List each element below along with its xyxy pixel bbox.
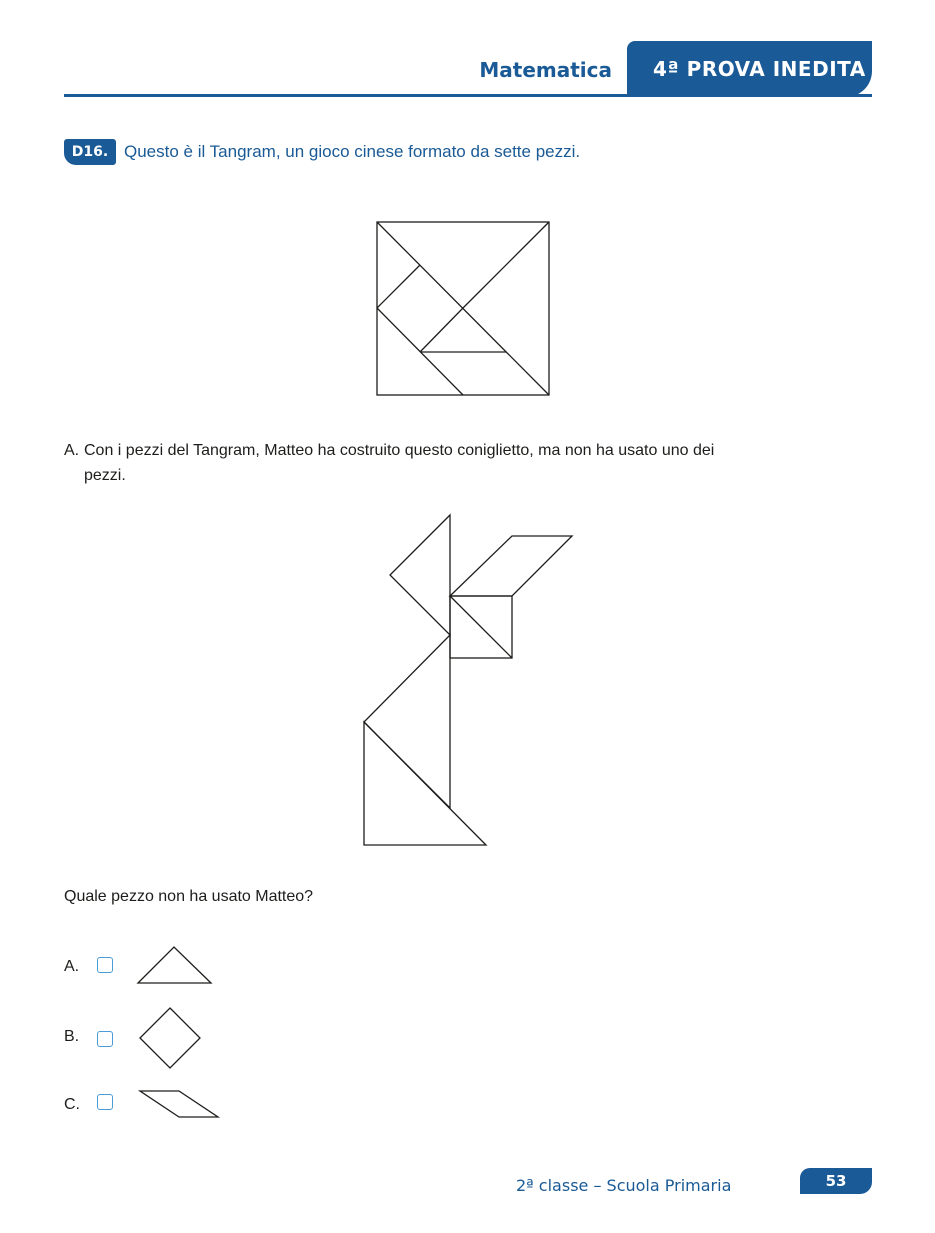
question-text: Questo è il Tangram, un gioco cinese formato da sette pezzi. [124,142,581,161]
bunny-parallelogram [450,536,572,596]
option-c-parallelogram-shape [139,1089,221,1119]
bunny-base-triangle [364,722,486,845]
option-b-checkbox[interactable] [97,1031,113,1047]
tangram-square-edge-1 [377,265,420,308]
test-label: 4ª PROVA INEDITA [653,57,866,81]
bunny-ear-triangle [390,515,450,635]
bunny-body-triangle [364,635,450,808]
subject-title: Matematica [479,58,612,82]
header-divider [64,94,872,97]
option-a-label: A. [64,958,80,975]
part-a-label: A. [64,442,80,459]
question-prompt: Quale pezzo non ha usato Matteo? [64,888,314,905]
tangram-half-diagonal [463,222,549,308]
option-b-square-shape [138,1006,202,1070]
option-a-checkbox[interactable] [97,957,113,973]
option-c-checkbox[interactable] [97,1094,113,1110]
option-a-triangle-shape [137,945,213,985]
tangram-square-figure [376,221,551,397]
page-number-badge: 53 [800,1168,872,1194]
option-b-label: B. [64,1028,80,1045]
part-a-text [64,438,884,488]
part-a-line1: Con i pezzi del Tangram, Matteo ha costruito questo coniglietto, ma non ha usato uno dei [84,442,715,459]
tangram-mid-triangle-edge [420,308,463,352]
test-label-tab [627,41,872,97]
tangram-bunny-figure [362,513,574,848]
bunny-head-diagonal [450,596,512,658]
part-a-line2: pezzi. [84,467,126,484]
footer-class-label: 2ª classe – Scuola Primaria [516,1176,732,1195]
question-number-badge: D16. [64,139,116,165]
option-c-label: C. [64,1096,80,1113]
